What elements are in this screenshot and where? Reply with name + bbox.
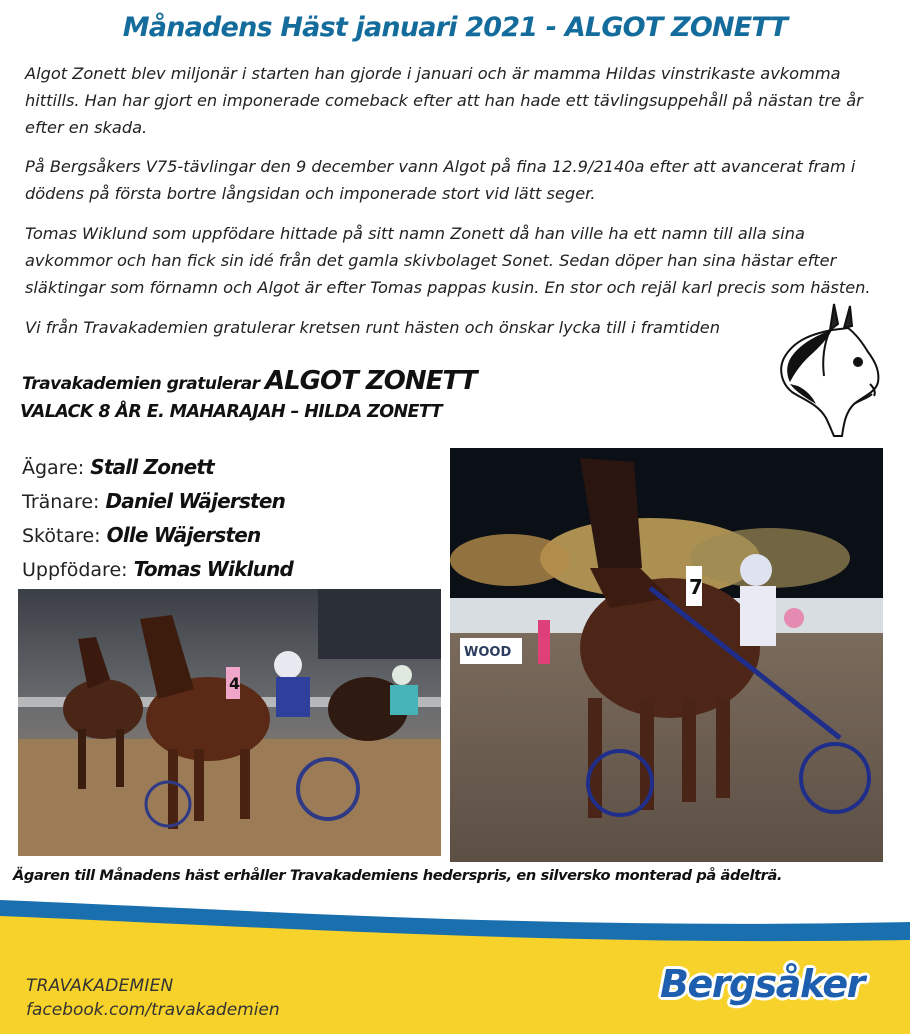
race-paragraph: På Bergsåkers V75-tävlingar den 9 december vann Algot på fina 12.9/2140a efter att avancerat fram i dödens på första bortre långsidan och imponerade stort vid lätt seger.	[25, 157, 856, 203]
race-photo	[18, 589, 441, 856]
intro-paragraph: Algot Zonett blev miljonär i starten han gjorde i januari och är mamma Hildas vinstrikaste avkomma hittills. Han har gjort en imponerade comeback efter att han hade ett tävlingsuppehåll på nästan tre år efter en skada.	[25, 64, 863, 137]
saddle-number-7: 7	[689, 575, 703, 599]
greeting-paragraph: Vi från Travakademien gratulerar kretsen runt hästen och önskar lycka till i framtiden	[25, 318, 720, 337]
prize-note: Ägaren till Månadens häst erhåller Travakademiens hederspris, en silversko monterad på ädelträ.	[13, 867, 783, 884]
horse-name: ALGOT ZONETT	[264, 366, 477, 396]
bergsaker-logo: Bergsåker	[660, 962, 864, 1006]
owner-label: Ägare:	[22, 457, 85, 479]
footer-organization: TRAVAKADEMIEN	[26, 976, 174, 996]
owner-value: Stall Zonett	[90, 455, 214, 479]
breeder-value: Tomas Wiklund	[133, 557, 294, 581]
winner-photo	[450, 448, 883, 862]
page-title: Månadens Häst januari 2021 - ALGOT ZONETT	[122, 12, 788, 43]
name-origin-paragraph: Tomas Wiklund som uppfödare hittade på sitt namn Zonett då han ville ha ett namn till alla sina avkommor och han fick sin idé från det gamla skivbolaget Sonet. Sedan döper han sina hästar efter släktingar som förnamn och Algot är efter Tomas pappas kusin. En stor och rejäl karl precis som hästen.	[25, 224, 871, 297]
track-banner: WOOD	[464, 645, 512, 660]
saddle-number-4: 4	[229, 674, 241, 693]
congrats-prefix: Travakademien gratulerar	[22, 374, 260, 394]
groom-label: Skötare:	[22, 525, 101, 547]
congrats-heading	[22, 366, 476, 396]
footer-facebook-link[interactable]: facebook.com/travakademien	[26, 1000, 280, 1020]
owner-row	[22, 452, 293, 486]
trainer-row	[22, 486, 293, 520]
pedigree: VALACK 8 ÅR E. MAHARAJAH – HILDA ZONETT	[20, 402, 442, 422]
breeder-row	[22, 554, 293, 588]
people-list	[22, 452, 293, 588]
groom-value: Olle Wäjersten	[106, 523, 261, 547]
trainer-value: Daniel Wäjersten	[105, 489, 286, 513]
horse-head-illustration	[772, 300, 884, 440]
breeder-label: Uppfödare:	[22, 559, 128, 581]
trainer-label: Tränare:	[22, 491, 100, 513]
groom-row	[22, 520, 293, 554]
